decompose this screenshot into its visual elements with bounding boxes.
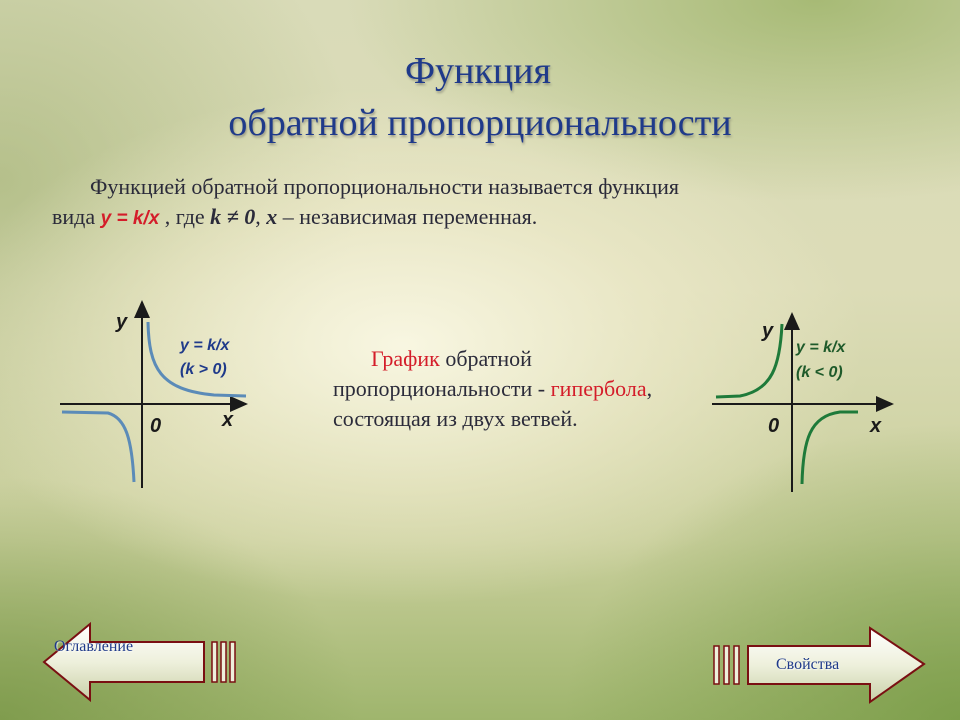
left-branch-lower <box>62 412 134 482</box>
definition-x-var: x <box>266 204 278 229</box>
right-y-label: y <box>762 320 774 342</box>
description-graph-word: График <box>371 346 440 371</box>
next-bar-3 <box>734 646 739 684</box>
back-bar-1 <box>212 642 217 682</box>
graph-right <box>712 314 892 492</box>
page-title-line1: Функция <box>405 50 551 92</box>
graph-left <box>60 302 246 488</box>
description-hyperbola-word: гипербола <box>550 376 647 401</box>
definition-k-condition: k ≠ 0 <box>210 204 256 229</box>
back-bar-3 <box>230 642 235 682</box>
next-bar-1 <box>714 646 719 684</box>
left-branch-upper <box>148 322 246 396</box>
left-condition: (k > 0) <box>180 361 227 378</box>
description-part1: обратной пропорциональности - <box>333 346 546 401</box>
next-bar-2 <box>724 646 729 684</box>
right-condition: (k < 0) <box>796 364 843 381</box>
right-origin-label: 0 <box>768 415 780 437</box>
definition-line1: Функцией обратной пропорциональности называется функция <box>90 174 680 199</box>
definition-rest: – независимая переменная. <box>282 204 538 229</box>
next-button-label[interactable]: Свойства <box>776 656 840 673</box>
definition-where: , где <box>164 204 205 229</box>
right-x-label: x <box>870 415 882 437</box>
back-button-label[interactable]: Оглавление <box>54 638 134 655</box>
left-x-label: x <box>222 409 234 431</box>
left-origin-label: 0 <box>150 415 162 437</box>
description-part2: , состоящая из двух ветвей. <box>333 376 653 431</box>
definition-formula: y = k/x <box>100 208 160 229</box>
page-title-line2: обратной пропорциональности <box>228 102 732 144</box>
left-y-label: y <box>116 311 128 333</box>
back-arrow-button[interactable] <box>44 624 235 700</box>
definition-lead: вида <box>52 204 96 229</box>
right-branch-lower <box>802 412 858 484</box>
left-formula: y = k/x <box>180 337 230 354</box>
back-bar-2 <box>221 642 226 682</box>
definition-sep: , <box>255 204 261 229</box>
right-formula: y = k/x <box>796 339 846 356</box>
